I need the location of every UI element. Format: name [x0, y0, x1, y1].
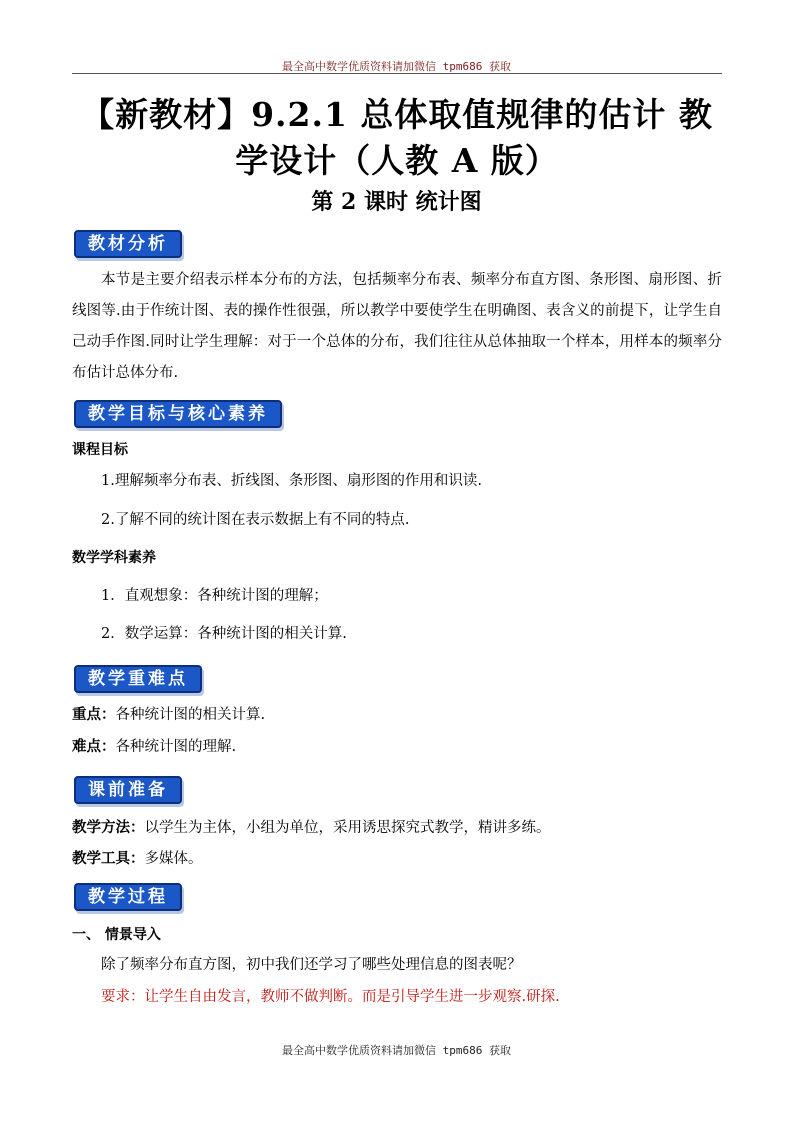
tools-line — [72, 849, 722, 869]
method-text: 以学生为主体，小组为单位，采用诱思探究式教学，精讲多练。 — [144, 820, 551, 836]
literacy-item-2: 2．数学运算：各种统计图的相关计算. — [101, 626, 347, 642]
lesson-subtitle: 第 2 课时 统计图 — [311, 189, 482, 215]
section-badge-preparation: 课前准备 — [74, 776, 182, 804]
header-divider — [72, 73, 722, 74]
section-badge-analysis: 教材分析 — [74, 230, 182, 258]
difficulty-text: 各种统计图的理解. — [115, 739, 237, 755]
analysis-paragraph: 本节是主要介绍表示样本分布的方法，包括频率分布表、频率分布直方图、条形图、扇形图、折线图等.由于作统计图、表的操作性很强，所以教学中要使学生在明确图、表含义的前提下，让学生自己动手作图.同时让学生理解：对于一个总体的分布，我们往往从总体抽取一个样本，用样本的频率分布估计总体分布. — [72, 272, 722, 381]
goal-item-1: 1.理解频率分布表、折线图、条形图、扇形图的作用和识读. — [101, 473, 482, 489]
page-header-watermark: 最全高中数学优质资料请加微信 tpm686 获取 — [282, 60, 511, 73]
section-badge-key-points: 教学重难点 — [74, 665, 202, 693]
focus-text: 各种统计图的相关计算. — [115, 707, 266, 723]
difficulty-label: 难点： — [72, 739, 116, 755]
tools-text: 多媒体。 — [144, 851, 203, 867]
section-badge-process: 教学过程 — [74, 883, 182, 911]
step1-heading: 一、 情景导入 — [72, 927, 161, 943]
focus-label: 重点： — [72, 707, 116, 723]
requirement-note: 要求：让学生自由发言，教师不做判断。而是引导学生进一步观察.研探. — [101, 989, 560, 1005]
difficulty-line — [72, 737, 722, 757]
literacy-item-1: 1．直观想象：各种统计图的理解； — [101, 588, 328, 604]
section-badge-objectives: 教学目标与核心素养 — [74, 400, 282, 428]
page-footer-watermark: 最全高中数学优质资料请加微信 tpm686 获取 — [282, 1044, 511, 1057]
method-line — [72, 818, 722, 838]
goal-item-2: 2.了解不同的统计图在表示数据上有不同的特点. — [101, 512, 410, 528]
intro-question: 除了频率分布直方图，初中我们还学习了哪些处理信息的图表呢？ — [101, 957, 522, 973]
document-title: 【新教材】9.2.1 总体取值规律的估计 教学设计（人教 A 版） — [81, 95, 713, 180]
literacy-heading: 数学学科素养 — [72, 550, 156, 566]
method-label: 教学方法： — [72, 820, 145, 836]
course-goal-heading: 课程目标 — [72, 442, 128, 458]
focus-line — [72, 705, 722, 725]
tools-label: 教学工具： — [72, 851, 145, 867]
